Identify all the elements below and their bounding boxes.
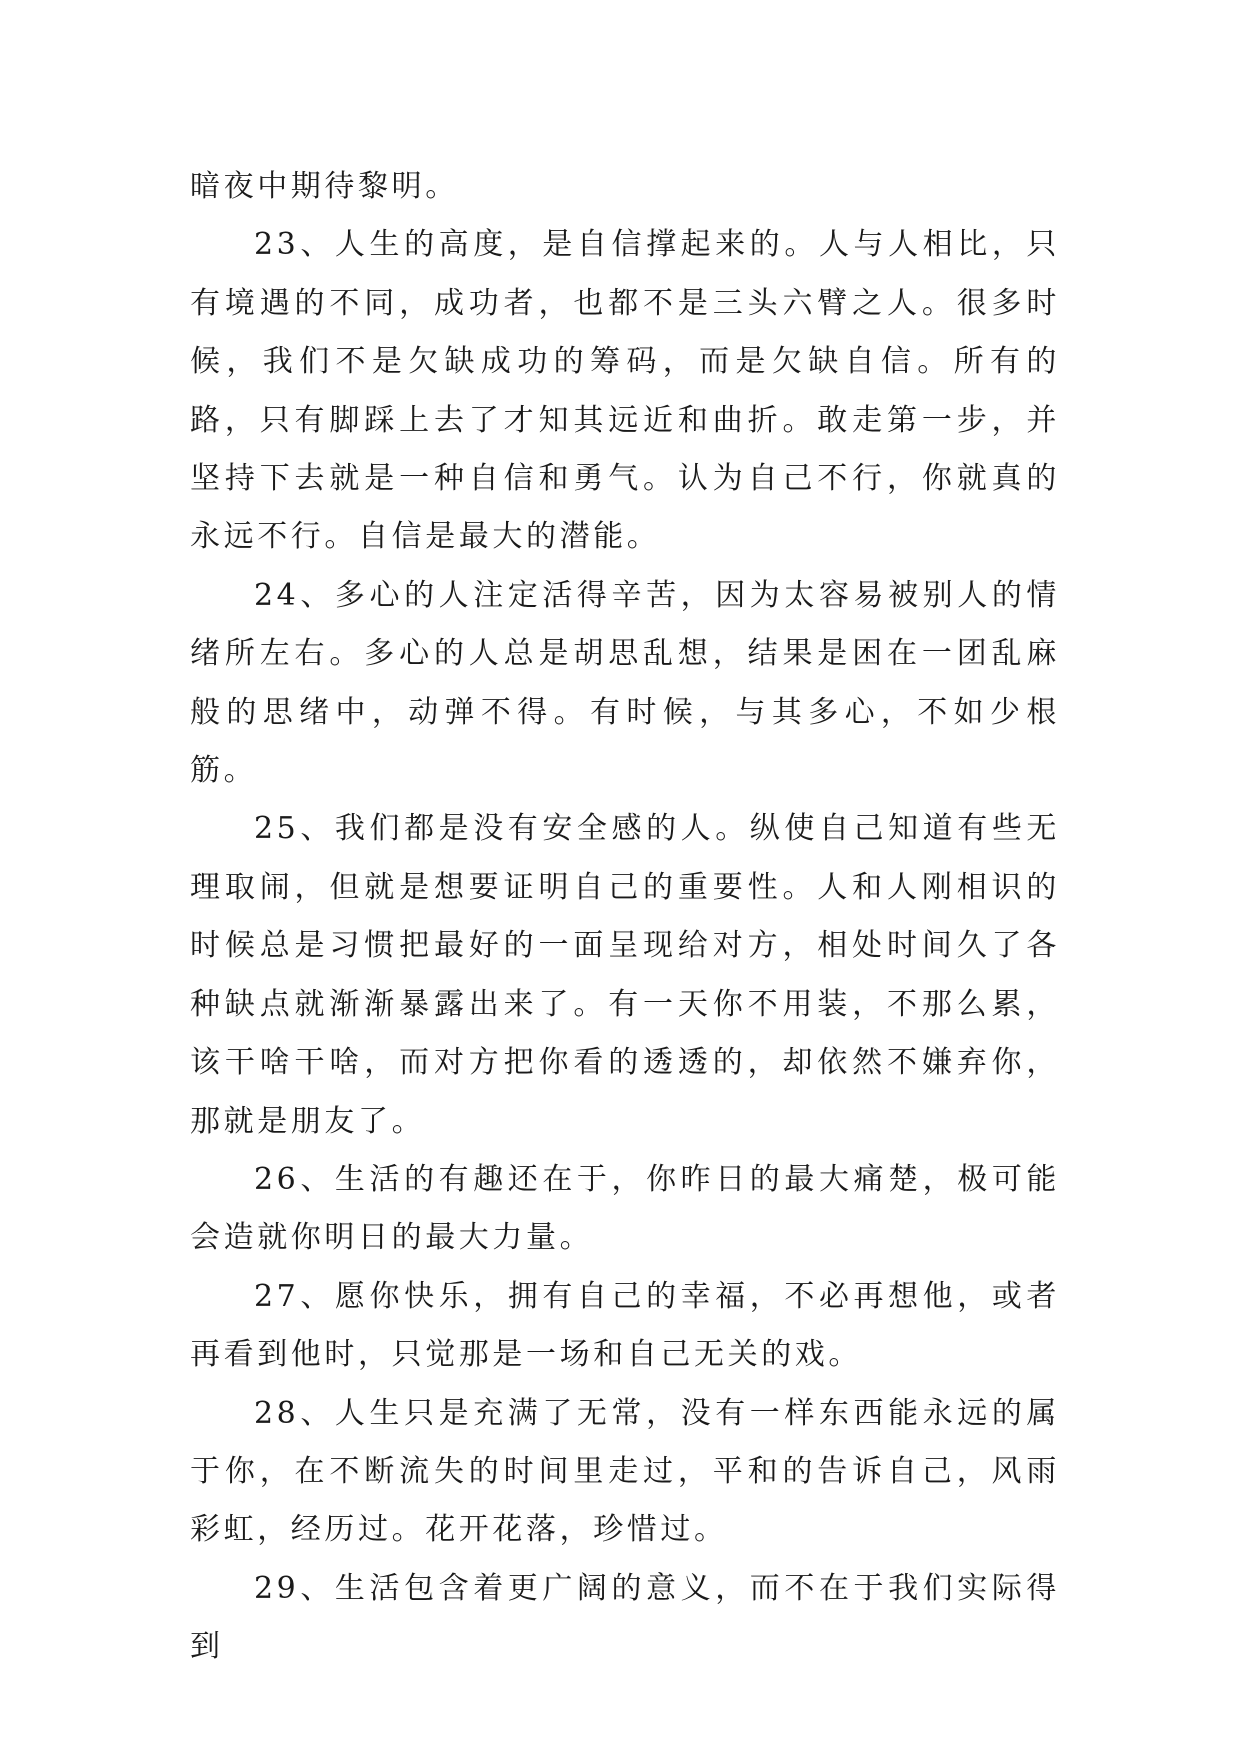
- paragraph-27: 27、愿你快乐，拥有自己的幸福，不必再想他，或者再看到他时，只觉那是一场和自己无关的戏。: [190, 1278, 1060, 1373]
- paragraph-26: 26、生活的有趣还在于，你昨日的最大痛楚，极可能会造就你明日的最大力量。: [190, 1161, 1060, 1256]
- paragraph-24: 24、多心的人注定活得辛苦，因为太容易被别人的情绪所左右。多心的人总是胡思乱想，结果是困在一团乱麻般的思绪中，动弹不得。有时候，与其多心，不如少根筋。: [190, 577, 1060, 789]
- document-body: [190, 158, 1060, 1677]
- paragraph-29: 29、生活包含着更广阔的意义，而不在于我们实际得到: [190, 1570, 1060, 1665]
- paragraph-continuation: 暗夜中期待黎明。: [190, 169, 459, 204]
- paragraph-25: 25、我们都是没有安全感的人。纵使自己知道有些无理取闹，但就是想要证明自己的重要性。人和人刚相识的时候总是习惯把最好的一面呈现给对方，相处时间久了各种缺点就渐渐暴露出来了。有一天你不用装，不那么累，该干啥干啥，而对方把你看的透透的，却依然不嫌弃你，那就是朋友了。: [190, 811, 1060, 1139]
- paragraph-23: 23、人生的高度，是自信撑起来的。人与人相比，只有境遇的不同，成功者，也都不是三头六臂之人。很多时候，我们不是欠缺成功的筹码，而是欠缺自信。所有的路，只有脚踩上去了才知其远近和曲折。敢走第一步，并坚持下去就是一种自信和勇气。认为自己不行，你就真的永远不行。自信是最大的潜能。: [190, 227, 1060, 555]
- paragraph-28: 28、人生只是充满了无常，没有一样东西能永远的属于你，在不断流失的时间里走过，平和的告诉自己，风雨彩虹，经历过。花开花落，珍惜过。: [190, 1395, 1060, 1548]
